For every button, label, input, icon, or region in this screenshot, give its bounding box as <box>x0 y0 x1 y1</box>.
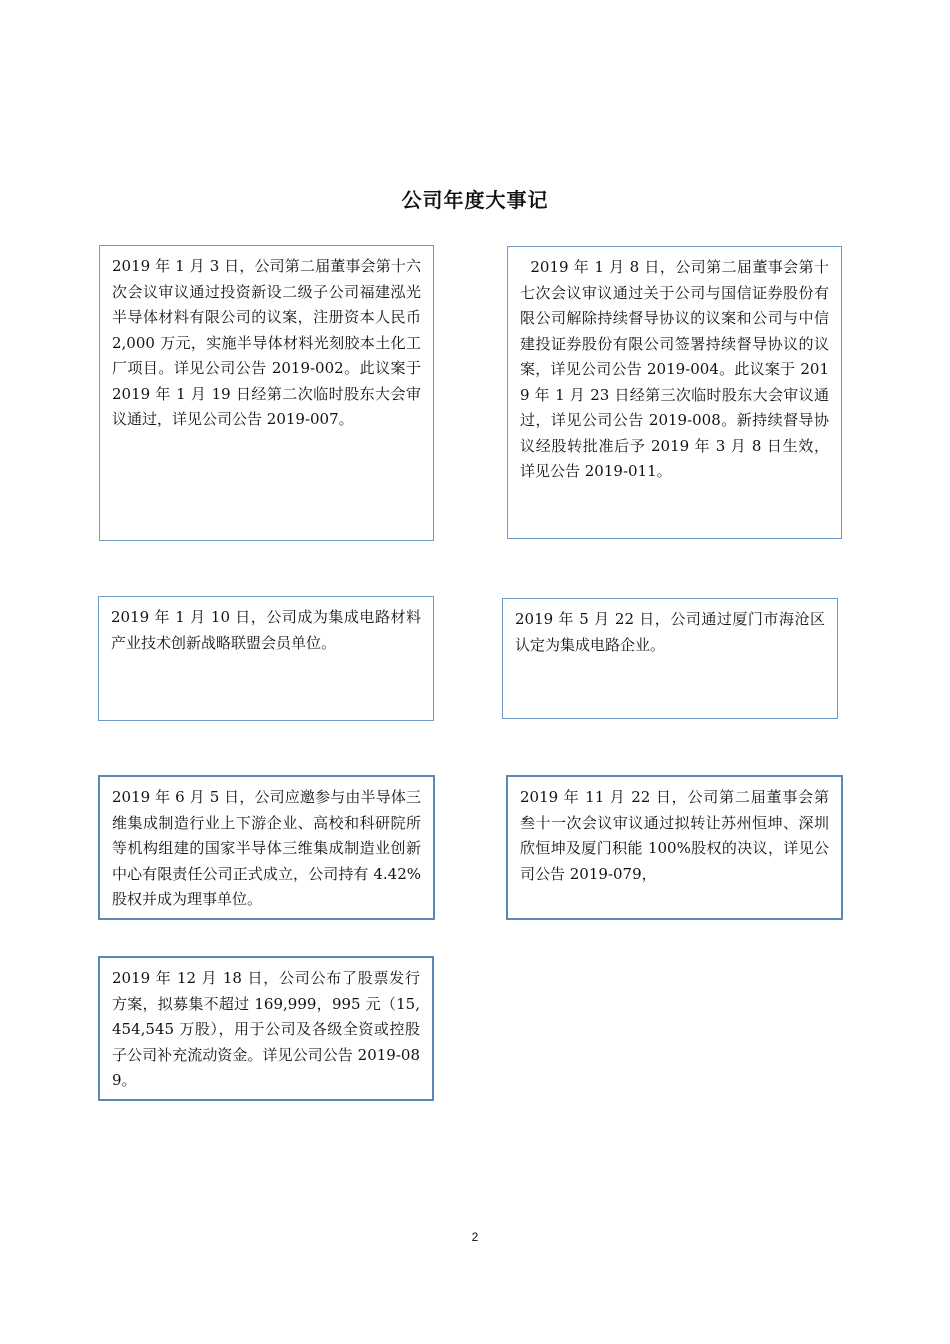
event-text: 2019 年 5 月 22 日，公司通过厦门市海沧区认定为集成电路企业。 <box>515 610 825 654</box>
event-text: 2019 年 12 月 18 日，公司公布了股票发行方案，拟募集不超过 169,999，995 元（15,454,545 万股），用于公司及各级全资或控股子公司补充流动资金。详见公司公告 2019-089。 <box>112 969 420 1089</box>
page-number: 2 <box>471 1230 479 1244</box>
event-text: 2019 年 11 月 22 日，公司第二届董事会第叁十一次会议审议通过拟转让苏州恒坤、深圳欣恒坤及厦门积能 100%股权的决议，详见公司公告 2019-079， <box>520 788 829 883</box>
event-text: 2019 年 1 月 8 日，公司第二届董事会第十七次会议审议通过关于公司与国信证券股份有限公司解除持续督导协议的议案和公司与中信建投证券股份有限公司签署持续督导协议的议案，详见公司公告 2019-004。此议案于 2019 年 1 月 23 日经第三次临时股东大会审议通过，详见公司公告 2019-008。新持续督导协议经股转批准后予 2019 年 3 月 8 日生效，详见公告 2019-011。 <box>520 258 829 480</box>
event-text: 2019 年 1 月 10 日，公司成为集成电路材料产业技术创新战略联盟会员单位。 <box>111 608 421 652</box>
event-box-2019-01-08 <box>507 246 842 539</box>
event-box-2019-01-10 <box>98 596 434 721</box>
event-box-2019-05-22 <box>502 598 838 719</box>
event-text: 2019 年 6 月 5 日，公司应邀参与由半导体三维集成制造行业上下游企业、高校和科研院所等机构组建的国家半导体三维集成制造业创新中心有限责任公司正式成立，公司持有 4.42%股权并成为理事单位。 <box>112 788 421 908</box>
event-box-2019-01-03 <box>99 245 434 541</box>
event-box-2019-12-18 <box>98 956 434 1101</box>
page-title: 公司年度大事记 <box>401 188 549 212</box>
event-box-2019-06-05 <box>98 775 435 920</box>
event-box-2019-11-22 <box>506 775 843 920</box>
event-text: 2019 年 1 月 3 日，公司第二届董事会第十六次会议审议通过投资新设二级子公司福建泓光半导体材料有限公司的议案，注册资本人民币 2,000 万元，实施半导体材料光刻胶本土化工厂项目。详见公司公告 2019-002。此议案于 2019 年 1 月 19 日经第二次临时股东大会审议通过，详见公司公告 2019-007。 <box>112 257 426 428</box>
